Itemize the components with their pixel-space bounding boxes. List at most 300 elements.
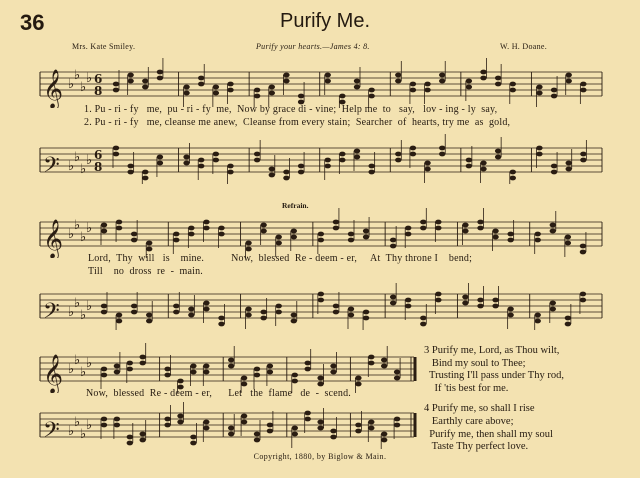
note-head <box>507 238 513 243</box>
note-head <box>333 220 339 225</box>
note-head <box>536 152 542 157</box>
flat-sign-icon: ♭ <box>74 415 81 430</box>
author-credit: Mrs. Kate Smiley. <box>72 42 136 51</box>
note-head <box>394 370 400 375</box>
verse-4-line-2: Earthly care above; <box>424 415 514 427</box>
note-head <box>390 301 396 306</box>
note-head <box>116 313 122 318</box>
note-head <box>381 432 387 437</box>
note-head <box>477 304 483 309</box>
note-head <box>580 298 586 303</box>
note-head <box>283 79 289 84</box>
note-head <box>188 307 194 312</box>
note-head <box>435 220 441 225</box>
note-head <box>177 414 183 419</box>
note-head <box>330 429 336 434</box>
note-head <box>410 146 416 151</box>
note-head <box>157 161 163 166</box>
note-head <box>420 322 426 327</box>
note-head <box>318 298 324 303</box>
note-head <box>580 158 586 163</box>
note-head <box>203 364 209 369</box>
note-head <box>254 367 260 372</box>
note-head <box>198 158 204 163</box>
note-head <box>131 238 137 243</box>
note-head <box>535 232 541 237</box>
note-head <box>213 152 219 157</box>
note-head <box>276 310 282 315</box>
note-head <box>510 82 516 87</box>
note-head <box>140 355 146 360</box>
note-head <box>551 170 557 175</box>
note-head <box>348 307 354 312</box>
note-head <box>101 373 107 378</box>
note-head <box>395 158 401 163</box>
note-head <box>492 298 498 303</box>
note-head <box>173 304 179 309</box>
note-head <box>325 158 331 163</box>
note-head <box>164 367 170 372</box>
note-head <box>164 417 170 422</box>
verse-4-line-1: 4 Purify me, so shall I rise <box>424 403 535 415</box>
note-head <box>131 310 137 315</box>
note-head <box>390 244 396 249</box>
note-head <box>218 316 224 321</box>
note-head <box>462 295 468 300</box>
flat-sign-icon: ♭ <box>68 362 75 377</box>
note-head <box>495 76 501 81</box>
note-head <box>241 414 247 419</box>
note-head <box>127 170 133 175</box>
note-head <box>228 426 234 431</box>
note-head <box>131 304 137 309</box>
note-head <box>381 364 387 369</box>
note-head <box>368 170 374 175</box>
note-head <box>292 432 298 437</box>
system-3-treble-staff <box>0 343 420 393</box>
note-head <box>267 370 273 375</box>
flat-sign-icon: ♭ <box>86 221 93 236</box>
note-head <box>127 79 133 84</box>
note-head <box>245 241 251 246</box>
flat-sign-icon: ♭ <box>74 150 81 165</box>
flat-sign-icon: ♭ <box>86 153 93 168</box>
note-head <box>507 313 513 318</box>
note-head <box>173 310 179 315</box>
note-head <box>173 238 179 243</box>
note-head <box>292 373 298 378</box>
note-head <box>477 220 483 225</box>
verse-3-line-1: 3 Purify me, Lord, as Thou wilt, <box>424 345 560 356</box>
note-head <box>116 319 122 324</box>
note-head <box>439 79 445 84</box>
note-head <box>394 423 400 428</box>
note-head <box>292 426 298 431</box>
note-head <box>260 223 266 228</box>
note-head <box>183 161 189 166</box>
note-head <box>507 232 513 237</box>
note-head <box>424 161 430 166</box>
note-head <box>536 91 542 96</box>
note-head <box>462 301 468 306</box>
note-head <box>183 91 189 96</box>
system-2-treble-staff <box>0 208 640 258</box>
hymn-title: Purify Me. <box>279 10 371 32</box>
note-head <box>292 379 298 384</box>
note-head <box>395 73 401 78</box>
note-head <box>410 88 416 93</box>
note-head <box>462 223 468 228</box>
note-head <box>390 295 396 300</box>
note-head <box>420 226 426 231</box>
note-head <box>254 438 260 443</box>
note-head <box>492 235 498 240</box>
note-head <box>330 370 336 375</box>
note-head <box>198 76 204 81</box>
note-head <box>395 79 401 84</box>
flat-sign-icon: ♭ <box>80 162 87 177</box>
note-head <box>203 370 209 375</box>
note-head <box>241 420 247 425</box>
note-head <box>355 429 361 434</box>
note-head <box>190 435 196 440</box>
note-head <box>330 364 336 369</box>
note-head <box>348 232 354 237</box>
note-head <box>565 235 571 240</box>
note-head <box>480 76 486 81</box>
refrain-label: Refrain. <box>282 201 309 210</box>
note-head <box>113 152 119 157</box>
note-head <box>101 223 107 228</box>
note-head <box>101 423 107 428</box>
note-head <box>492 229 498 234</box>
note-head <box>480 70 486 75</box>
note-head <box>190 364 196 369</box>
time-signature-top: 6 <box>94 148 103 162</box>
note-head <box>157 155 163 160</box>
note-head <box>348 313 354 318</box>
note-head <box>325 79 331 84</box>
note-head <box>276 241 282 246</box>
note-head <box>245 307 251 312</box>
note-head <box>254 373 260 378</box>
note-head <box>318 238 324 243</box>
note-head <box>228 358 234 363</box>
note-head <box>298 164 304 169</box>
note-head <box>368 164 374 169</box>
note-head <box>291 319 297 324</box>
note-head <box>325 73 331 78</box>
note-head <box>114 370 120 375</box>
note-head <box>439 73 445 78</box>
note-head <box>333 310 339 315</box>
note-head <box>198 164 204 169</box>
note-head <box>466 164 472 169</box>
note-head <box>101 417 107 422</box>
note-head <box>241 382 247 387</box>
flat-sign-icon: ♭ <box>68 159 75 174</box>
verse-4-line-4: Taste Thy perfect love. <box>424 441 529 453</box>
note-head <box>339 158 345 163</box>
note-head <box>269 91 275 96</box>
note-head <box>188 232 194 237</box>
flat-sign-icon: ♭ <box>86 71 93 86</box>
note-head <box>348 238 354 243</box>
verse-3-line-3: Trusting I'll pass under Thy rod, <box>424 370 564 382</box>
note-head <box>580 88 586 93</box>
system-2-lyrics-line-2: Till no dross re - main. <box>88 266 203 277</box>
note-head <box>477 298 483 303</box>
note-head <box>114 423 120 428</box>
note-head <box>390 238 396 243</box>
note-head <box>227 170 233 175</box>
note-head <box>355 376 361 381</box>
note-head <box>305 367 311 372</box>
note-head <box>305 417 311 422</box>
system-3-bass-staff <box>0 399 420 449</box>
flat-sign-icon: ♭ <box>68 77 75 92</box>
note-head <box>142 85 148 90</box>
note-head <box>146 319 152 324</box>
note-head <box>140 432 146 437</box>
note-head <box>203 307 209 312</box>
note-head <box>131 232 137 237</box>
system-3-lyrics-line: Now, blessed Re - deem - er, Let the flame de - scend. <box>86 388 351 399</box>
bass-clef-icon: 𝄢 <box>43 153 60 183</box>
flat-sign-icon: ♭ <box>80 230 87 245</box>
note-head <box>580 250 586 255</box>
note-head <box>245 313 251 318</box>
note-head <box>368 88 374 93</box>
verse-2-lyrics-line: 2. Pu - ri - fy me, cleanse me anew, Cleanse from every stain; Searcher of hearts, try me as gold, <box>84 117 511 128</box>
note-head <box>435 226 441 231</box>
note-head <box>114 417 120 422</box>
note-head <box>269 85 275 90</box>
note-head <box>283 73 289 78</box>
flat-sign-icon: ♭ <box>68 227 75 242</box>
note-head <box>363 235 369 240</box>
bass-clef-icon: 𝄢 <box>43 418 60 448</box>
note-head <box>565 316 571 321</box>
note-head <box>198 82 204 87</box>
note-head <box>317 382 323 387</box>
verse-3-line-2: Bind my soul to Thee; <box>424 357 526 369</box>
note-head <box>424 167 430 172</box>
note-head <box>410 82 416 87</box>
bass-clef-icon: 𝄢 <box>43 299 60 329</box>
note-head <box>267 423 273 428</box>
note-head <box>267 429 273 434</box>
note-head <box>333 304 339 309</box>
note-head <box>177 420 183 425</box>
note-head <box>368 420 374 425</box>
additional-verses <box>424 345 564 454</box>
note-head <box>254 152 260 157</box>
note-head <box>127 435 133 440</box>
note-head <box>127 441 133 446</box>
note-head <box>580 152 586 157</box>
note-head <box>146 241 152 246</box>
note-head <box>164 373 170 378</box>
note-head <box>566 167 572 172</box>
note-head <box>405 304 411 309</box>
note-head <box>177 379 183 384</box>
note-head <box>381 438 387 443</box>
verse-1-lyrics-line: 1. Pu - ri - fy me, pu - ri - fy me, Now by grace di - vine; Help me to say, lov - ing - ly say, <box>84 104 498 115</box>
flat-sign-icon: ♭ <box>68 424 75 439</box>
copyright-notice: Copyright, 1880, by Biglow & Main. <box>253 452 387 461</box>
note-head <box>565 241 571 246</box>
note-head <box>203 226 209 231</box>
verse-3-line-4: If 'tis best for me. <box>424 382 509 394</box>
note-head <box>580 292 586 297</box>
note-head <box>218 226 224 231</box>
note-head <box>355 423 361 428</box>
flat-sign-icon: ♭ <box>86 356 93 371</box>
note-head <box>435 298 441 303</box>
note-head <box>254 88 260 93</box>
note-head <box>254 158 260 163</box>
note-head <box>317 420 323 425</box>
note-head <box>269 167 275 172</box>
note-head <box>368 361 374 366</box>
note-head <box>298 170 304 175</box>
note-head <box>142 176 148 181</box>
note-head <box>466 85 472 90</box>
note-head <box>188 226 194 231</box>
note-head <box>127 367 133 372</box>
note-head <box>213 85 219 90</box>
note-head <box>127 361 133 366</box>
note-head <box>551 94 557 99</box>
flat-sign-icon: ♭ <box>74 218 81 233</box>
treble-clef-icon: 𝄞 <box>43 69 64 108</box>
note-head <box>551 164 557 169</box>
note-head <box>227 82 233 87</box>
note-head <box>580 82 586 87</box>
note-head <box>276 235 282 240</box>
treble-clef-icon: 𝄞 <box>43 219 64 258</box>
note-head <box>424 82 430 87</box>
note-head <box>241 376 247 381</box>
note-head <box>495 149 501 154</box>
note-head <box>218 232 224 237</box>
flat-sign-icon: ♭ <box>68 305 75 320</box>
note-head <box>213 91 219 96</box>
flat-sign-icon: ♭ <box>74 353 81 368</box>
note-head <box>260 316 266 321</box>
note-head <box>536 146 542 151</box>
note-head <box>116 226 122 231</box>
note-head <box>127 164 133 169</box>
note-head <box>550 229 556 234</box>
scripture-reference: Purify your hearts.—James 4: 8. <box>256 42 370 51</box>
note-head <box>466 158 472 163</box>
note-head <box>354 149 360 154</box>
note-head <box>173 232 179 237</box>
note-head <box>381 358 387 363</box>
note-head <box>394 417 400 422</box>
note-head <box>269 173 275 178</box>
note-head <box>254 432 260 437</box>
verse-4-line-3: Purify me, then shall my soul <box>424 428 553 440</box>
note-head <box>536 85 542 90</box>
note-head <box>420 316 426 321</box>
system-2-lyrics-line-1: Lord, Thy will is mine. Now, blessed Re - deem - er, At Thy throne I bend; <box>88 253 473 264</box>
treble-clef-icon: 𝄞 <box>43 354 64 393</box>
note-head <box>291 235 297 240</box>
note-head <box>495 82 501 87</box>
note-head <box>305 411 311 416</box>
note-head <box>550 301 556 306</box>
note-head <box>254 94 260 99</box>
note-head <box>213 158 219 163</box>
note-head <box>424 88 430 93</box>
note-head <box>113 146 119 151</box>
note-head <box>101 310 107 315</box>
note-head <box>203 420 209 425</box>
note-head <box>318 292 324 297</box>
flat-sign-icon: ♭ <box>80 365 87 380</box>
note-head <box>535 319 541 324</box>
note-head <box>218 322 224 327</box>
note-head <box>405 298 411 303</box>
note-head <box>203 426 209 431</box>
note-head <box>395 152 401 157</box>
note-head <box>116 220 122 225</box>
note-head <box>333 226 339 231</box>
note-head <box>146 247 152 252</box>
note-head <box>480 161 486 166</box>
note-head <box>227 88 233 93</box>
note-head <box>566 73 572 78</box>
note-head <box>203 301 209 306</box>
time-signature-top: 6 <box>94 72 103 86</box>
note-head <box>477 226 483 231</box>
note-head <box>140 361 146 366</box>
note-head <box>140 438 146 443</box>
note-head <box>495 155 501 160</box>
note-head <box>101 367 107 372</box>
note-head <box>203 220 209 225</box>
flat-sign-icon: ♭ <box>86 299 93 314</box>
note-head <box>260 229 266 234</box>
note-head <box>283 170 289 175</box>
note-head <box>325 164 331 169</box>
note-head <box>298 94 304 99</box>
note-head <box>492 304 498 309</box>
note-head <box>420 220 426 225</box>
note-head <box>283 176 289 181</box>
note-head <box>368 426 374 431</box>
composer-credit: W. H. Doane. <box>500 42 548 51</box>
note-head <box>183 155 189 160</box>
note-head <box>439 146 445 151</box>
note-head <box>339 94 345 99</box>
system-2-bass-staff <box>0 280 640 330</box>
note-head <box>535 238 541 243</box>
note-head <box>507 307 513 312</box>
note-head <box>462 229 468 234</box>
note-head <box>190 441 196 446</box>
note-head <box>127 73 133 78</box>
flat-sign-icon: ♭ <box>86 418 93 433</box>
note-head <box>535 313 541 318</box>
note-head <box>410 152 416 157</box>
system-1-treble-staff <box>0 58 640 108</box>
note-head <box>354 79 360 84</box>
note-head <box>245 247 251 252</box>
